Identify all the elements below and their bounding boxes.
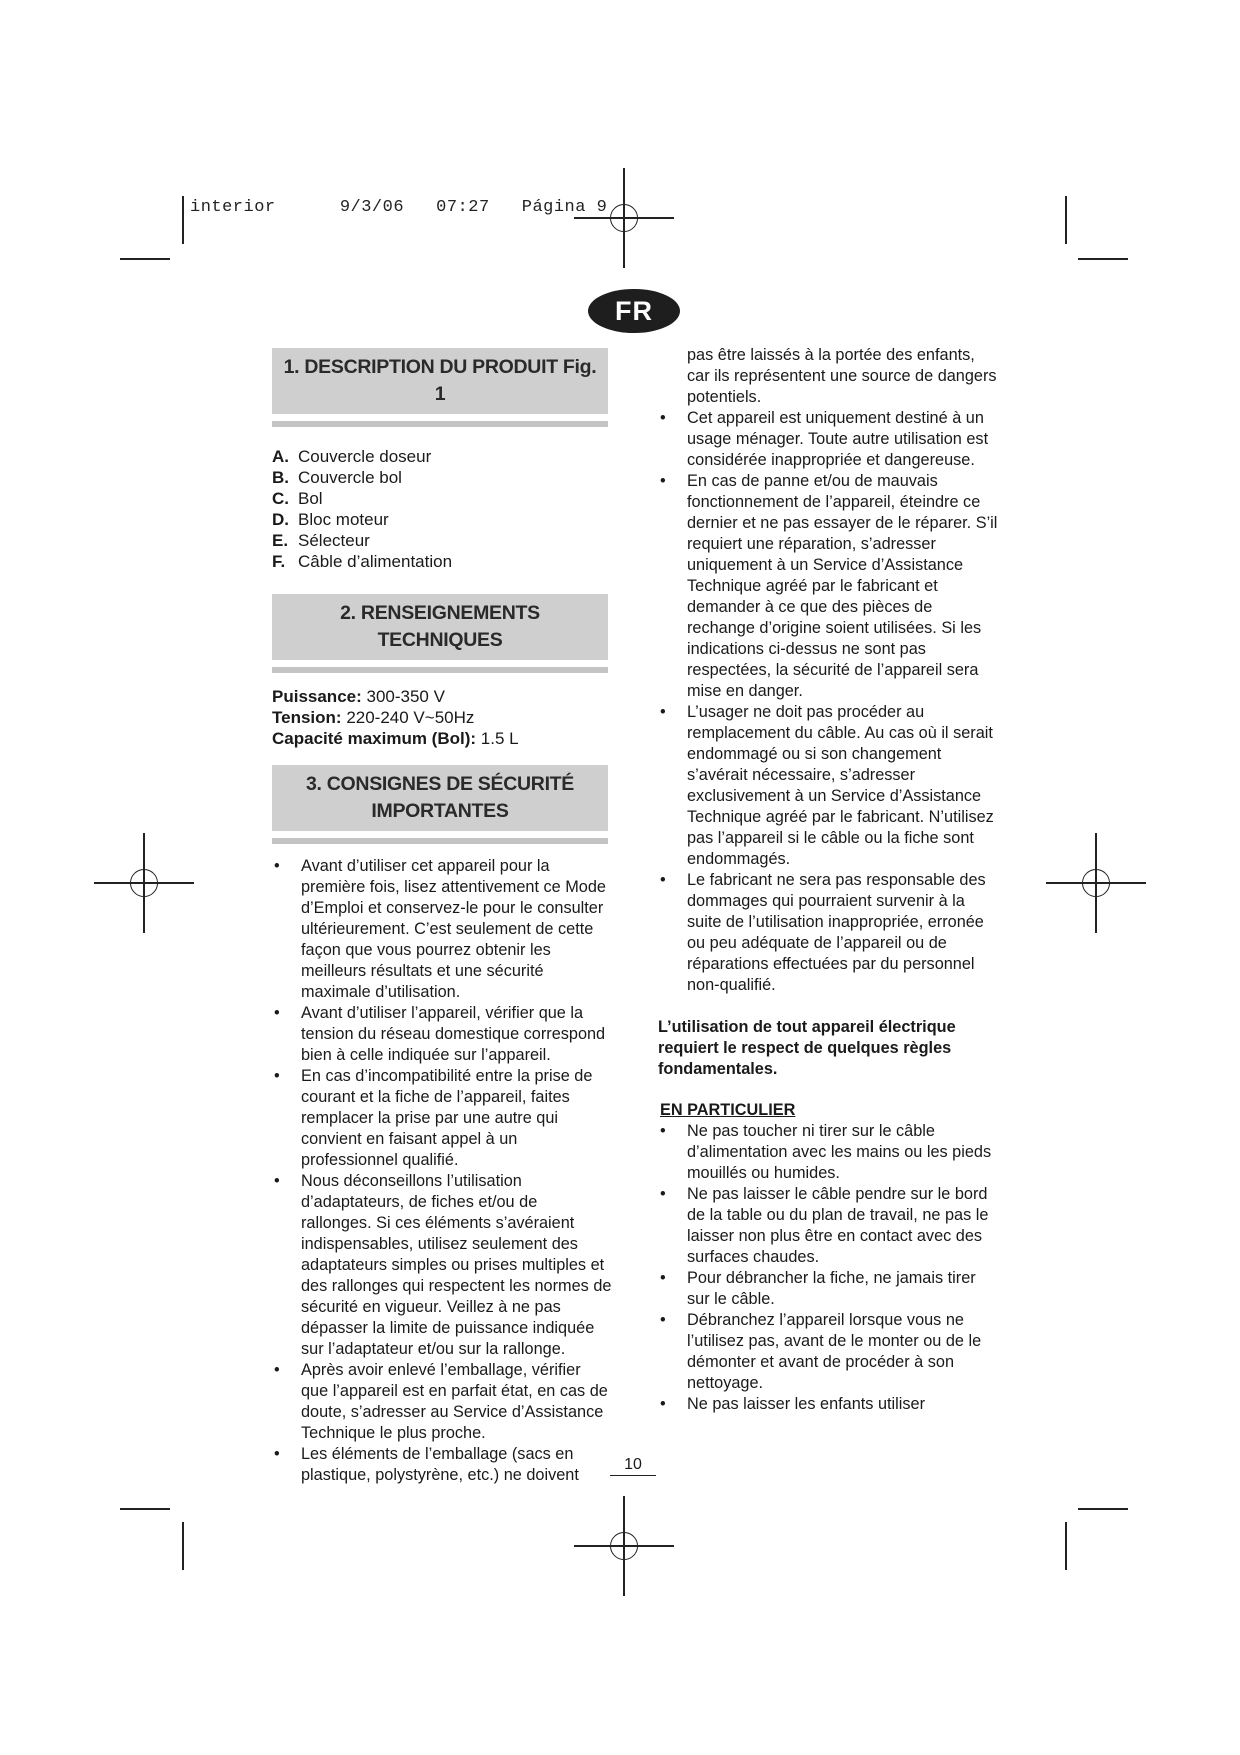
list-item: • Après avoir enlevé l’emballage, vérifier que l’appareil est en parfait état, en cas de doute, s’adresser au Service d’Assistance Technique le plus proche. [272,1360,612,1444]
crop-mark [120,1508,170,1510]
part-label: Sélecteur [298,531,370,550]
spec-key: Capacité maximum (Bol): [272,729,477,748]
crop-mark [182,196,184,244]
spec-value: 300-350 V [366,687,445,706]
part-letter: C. [272,489,289,508]
bold-note: L’utilisation de tout appareil électrique requiert le respect de quelques règles fondamentales. [658,1018,956,1078]
spec-key: Puissance: [272,687,362,706]
crop-mark [1065,196,1067,244]
list-item [272,530,612,551]
left-column [272,348,612,1486]
section-divider [272,838,608,844]
list-item: • Avant d’utiliser l’appareil, vérifier que la tension du réseau domestique correspond bien à celle indiquée sur l’appareil. [272,1003,612,1066]
crop-mark [120,258,170,260]
list-item: • Les éléments de l’emballage (sacs en plastique, polystyrène, etc.) ne doivent [272,1444,612,1486]
section-3-heading-line-2: IMPORTANTES [371,800,509,822]
list-item [272,509,612,530]
list-item: • L’usager ne doit pas procéder au remplacement du câble. Au cas où il serait endommagé ou si son changement s’avérait nécessaire, s’adresser exclusivement à un Service d’Assistance Technique agréé par le fabricant. N’utilisez pas l’appareil si le câble ou la fiche sont endommagés. [658,702,998,870]
print-slug-line: interior 9/3/06 07:27 Página 9 [190,198,608,217]
spec-row [272,728,612,749]
list-item: • Débranchez l’appareil lorsque vous ne l’utilisez pas, avant de le monter ou de le démonter et avant de procéder à son nettoyage. [658,1310,998,1394]
safety-bullets-left [272,856,612,1486]
list-item: • Nous déconseillons l’utilisation d’adaptateurs, de fiches et/ou de rallonges. Si ces éléments s’avéraient indispensables, utilisez seulement des adaptateurs simples ou prises multiples et des rallonges qui respectent les normes de sécurité en vigueur. Veillez à ne pas dépasser la limite de puissance indiquée sur l’adaptateur et/ou sur la rallonge. [272,1171,612,1360]
list-item [272,551,612,572]
crop-mark [182,1522,184,1570]
spec-key: Tension: [272,708,342,727]
part-label: Câble d’alimentation [298,552,453,571]
part-letter: E. [272,531,289,550]
list-item: • Cet appareil est uniquement destiné à un usage ménager. Toute autre utilisation est considérée inappropriée et dangereuse. [658,408,998,471]
part-letter: B. [272,468,289,487]
list-item: • Avant d’utiliser cet appareil pour la première fois, lisez attentivement ce Mode d’Emploi et conservez-le pour le consulter ultérieurement. C’est seulement de cette façon que vous pourrez obtenir les meilleurs résultats et une sécurité maximale d’utilisation. [272,856,612,1003]
part-label: Bloc moteur [298,510,389,529]
section-3-heading [272,765,608,831]
list-item [272,446,612,467]
subheading-en-particulier: EN PARTICULIER [660,1101,796,1119]
tech-specs [272,686,612,749]
spec-row [272,707,612,728]
spec-row [272,686,612,707]
safety-bullets-right [658,408,998,996]
section-3-heading-line-1: 3. CONSIGNES DE SÉCURITÉ [305,773,575,795]
section-divider [272,667,608,673]
list-item [272,488,612,509]
list-item [272,467,612,488]
crop-mark [1078,1508,1128,1510]
list-item: • Ne pas laisser le câble pendre sur le bord de la table ou du plan de travail, ne pas le laisser non plus être en contact avec des surfaces chaudes. [658,1184,998,1268]
list-item: • En cas d’incompatibilité entre la prise de courant et la fiche de l’appareil, faites remplacer la prise par une autre qui convient en faisant appel à un professionnel qualifié. [272,1066,612,1171]
page-number: 10 [610,1455,656,1476]
crop-mark [1065,1522,1067,1570]
language-badge: FR [588,289,680,333]
list-item: • Le fabricant ne sera pas responsable des dommages qui pourraient survenir à la suite de l’utilisation inappropriée, erronée ou peu adéquate de l’appareil ou de réparations effectuées par du personnel non-qualifié. [658,870,998,996]
spec-value: 220-240 V~50Hz [346,708,475,727]
section-1-heading: 1. DESCRIPTION DU PRODUIT Fig. 1 [272,348,608,414]
spec-value: 1.5 L [480,729,519,748]
particular-bullets [658,1121,998,1415]
list-item: • En cas de panne et/ou de mauvais fonctionnement de l’appareil, éteindre ce dernier et ne pas essayer de le réparer. S’il requiert une réparation, s’adresser uniquement à un Service d’Assistance Technique agréé par le fabricant et demander à ce que des pièces de rechange d’origine soient utilisées. Si les indications ci-dessus ne sont pas respectées, la sécurité de l’appareil sera mise en danger. [658,471,998,702]
part-letter: D. [272,510,289,529]
crop-mark [1078,258,1128,260]
list-item: • Ne pas toucher ni tirer sur le câble d’alimentation avec les mains ou les pieds mouillés ou humides. [658,1121,998,1184]
continued-text: pas être laissés à la portée des enfants, car ils représentent une source de dangers potentiels. [687,346,997,406]
part-label: Couvercle bol [298,468,402,487]
section-divider [272,421,608,427]
part-label: Bol [298,489,323,508]
section-2-heading: 2. RENSEIGNEMENTS TECHNIQUES [272,594,608,660]
part-letter: A. [272,447,289,466]
list-item: • Pour débrancher la fiche, ne jamais tirer sur le câble. [658,1268,998,1310]
part-label: Couvercle doseur [298,447,432,466]
list-item: • Ne pas laisser les enfants utiliser [658,1394,998,1415]
right-column [658,345,998,1415]
part-letter: F. [272,552,286,571]
parts-list [272,446,612,572]
